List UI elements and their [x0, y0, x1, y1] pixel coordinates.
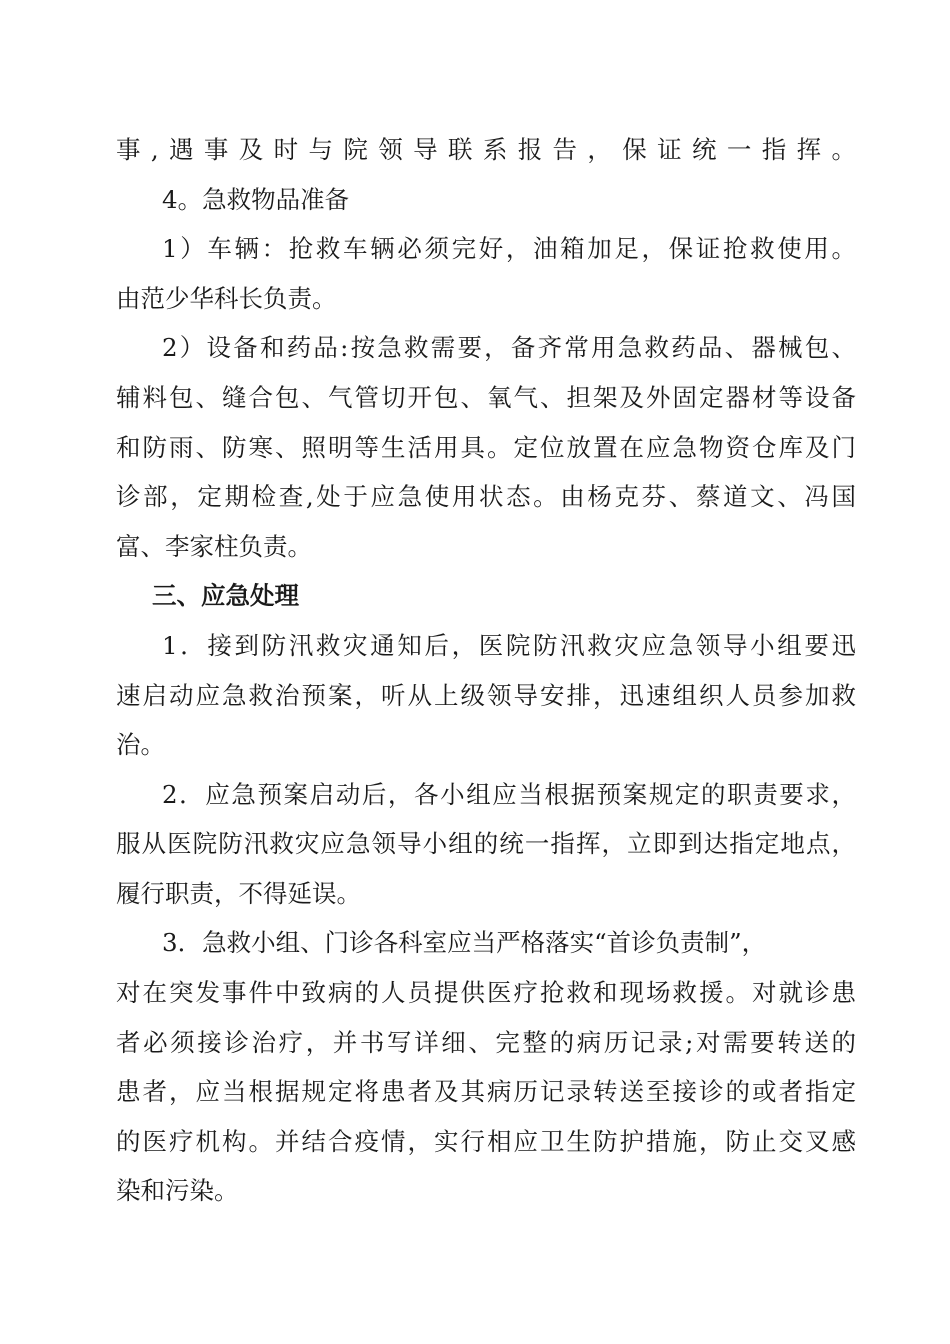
paragraph-line: 诊部，定期检查,处于应急使用状态。由杨克芬、蔡道文、冯国: [116, 482, 856, 511]
paragraph-line: 服从医院防汛救灾应急领导小组的统一指挥，立即到达指定地点，: [116, 829, 856, 858]
paragraph-line: 1．接到防汛救灾通知后，医院防汛救灾应急领导小组要迅: [162, 631, 856, 660]
paragraph-line: 染和污染。: [116, 1176, 239, 1205]
paragraph-line: 3．急救小组、门诊各科室应当严格落实“首诊负责制”，: [162, 928, 767, 957]
paragraph-line: 由范少华科长负责。: [116, 284, 337, 313]
paragraph-line: 患者，应当根据规定将患者及其病历记录转送至接诊的或者指定: [116, 1077, 856, 1106]
section-heading: 三、应急处理: [152, 581, 299, 610]
paragraph-line: 履行职责，不得延误。: [116, 879, 361, 908]
paragraph-line: 辅料包、缝合包、气管切开包、氧气、担架及外固定器材等设备: [116, 383, 856, 412]
paragraph-line: 1）车辆：抢救车辆必须完好，油箱加足，保证抢救使用。: [162, 234, 856, 263]
paragraph-line: 的医疗机构。并结合疫情，实行相应卫生防护措施，防止交叉感: [116, 1127, 856, 1156]
paragraph-line: 对在突发事件中致病的人员提供医疗抢救和现场救援。对就诊患: [116, 978, 856, 1007]
paragraph-line: 事,遇事及时与院领导联系报告，保证统一指挥。: [116, 135, 856, 164]
paragraph-line: 2．应急预案启动后，各小组应当根据预案规定的职责要求，: [162, 780, 856, 809]
paragraph-line: 和防雨、防寒、照明等生活用具。定位放置在应急物资仓库及门: [116, 433, 856, 462]
section-item-heading: 4。急救物品准备: [162, 185, 350, 214]
paragraph-line: 2）设备和药品:按急救需要，备齐常用急救药品、器械包、: [162, 333, 856, 362]
paragraph-line: 治。: [116, 730, 165, 759]
paragraph-line: 速启动应急救治预案，听从上级领导安排，迅速组织人员参加救: [116, 681, 856, 710]
paragraph-line: 富、李家柱负责。: [116, 532, 312, 561]
paragraph-line: 者必须接诊治疗，并书写详细、完整的病历记录;对需要转送的: [116, 1028, 856, 1057]
